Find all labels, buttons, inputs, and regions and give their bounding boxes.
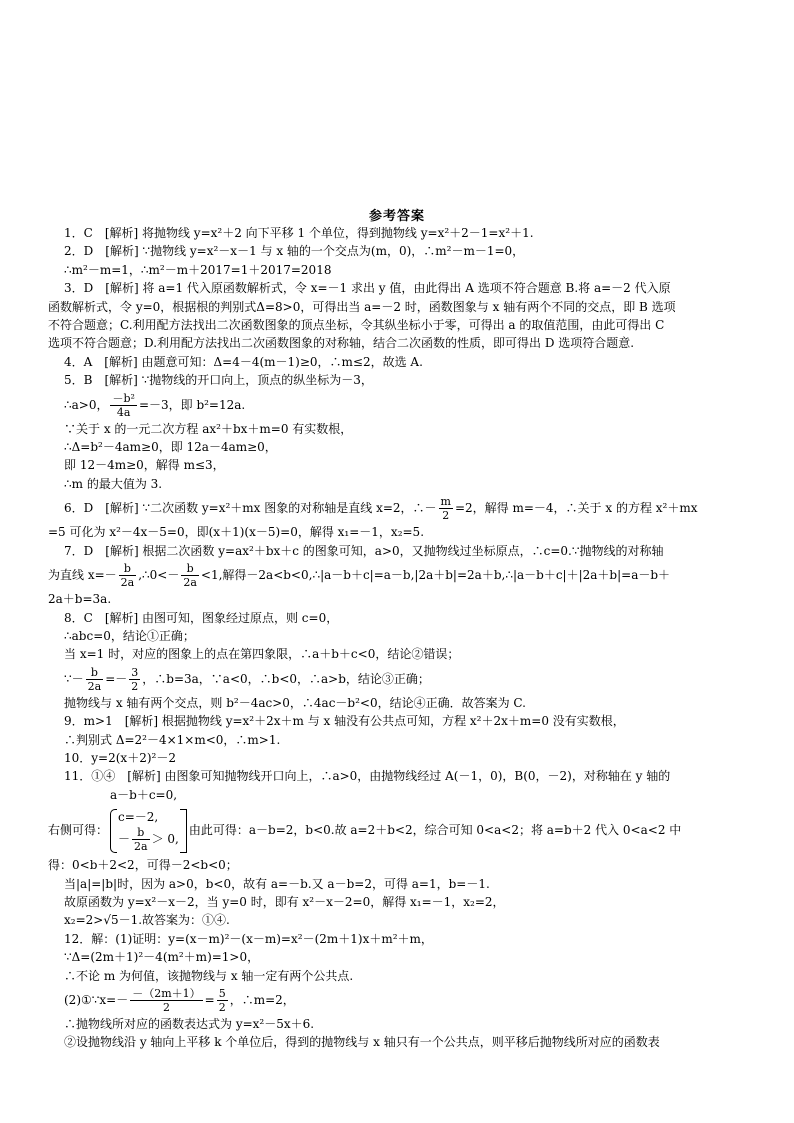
- page-title: 参考答案: [368, 209, 425, 224]
- text: ，∴b=3a，∵a<0，∴b<0，∴a>b，结论③正确；: [142, 671, 430, 686]
- numerator: m: [440, 495, 451, 509]
- text: 6．D [解析] ∵二次函数 y=x²＋mx 图象的对称轴是直线 x=2，∴－: [64, 501, 437, 516]
- fraction: [129, 666, 140, 693]
- answer-line: [48, 493, 786, 523]
- denominator: 2a: [134, 839, 148, 853]
- answer-line: 9．m>1 [解析] 根据抛物线 y=x²＋2x＋m 与 x 轴没有公共点可知，方程 x²＋2x＋m=0 没有实数根，: [64, 714, 625, 729]
- denominator: 4a: [116, 405, 131, 419]
- numerator: 5: [218, 987, 226, 1000]
- numerator: b: [86, 666, 104, 680]
- answer-line: 当 x=1 时，对应的图象上的点在第四象限，∴a＋b＋c<0，结论②错误；: [64, 647, 460, 662]
- answer-line: 4．A [解析] 由题意可知：Δ=4－4(m－1)≥0，∴m≤2，故选 A.: [64, 354, 423, 369]
- answer-line: 当|a|=|b|时，因为 a>0，b<0，故有 a=－b.又 a－b=2，可得 a=1，b=－1.: [64, 876, 490, 891]
- text: 为直线 x=－: [48, 568, 117, 583]
- denominator: 2: [131, 679, 139, 693]
- denominator: 2: [218, 1001, 226, 1014]
- answer-line: ②设抛物线沿 y 轴向上平移 k 个单位后，得到的抛物线与 x 轴只有一个公共点，则平移后抛物线所对应的函数表: [64, 1035, 660, 1050]
- answer-line: ∴abc=0，结论①正确；: [64, 628, 195, 643]
- fraction: [86, 666, 104, 693]
- answer-line: ∴不论 m 为何值，该抛物线与 x 轴一定有两个公共点.: [64, 968, 354, 983]
- answer-line: ∴m 的最大值为 3.: [64, 476, 163, 491]
- fraction: [119, 562, 137, 589]
- answer-line: [48, 390, 786, 420]
- fraction: [181, 562, 199, 589]
- answer-line: 1．C [解析] 将抛物线 y=x²＋2 向下平移 1 个单位，得到抛物线 y=x²＋2－1=x²＋1.: [64, 226, 534, 240]
- text: =: [204, 993, 215, 1007]
- text: ∵－: [64, 671, 84, 686]
- numerator: －（2m＋1）: [132, 987, 201, 1000]
- text: 右侧可得：: [48, 823, 109, 838]
- fraction: [217, 987, 228, 1014]
- answer-line: [48, 560, 786, 590]
- numerator: －b²: [112, 391, 135, 405]
- answer-line: a－b＋c=0,: [110, 787, 178, 802]
- answer-line: 7．D [解析] 根据二次函数 y=ax²＋bx＋c 的图象可知，a>0，又抛物线过坐标原点，∴c=0.∵抛物线的对称轴: [64, 543, 664, 558]
- fraction: [110, 392, 136, 419]
- text: ∴a>0，: [64, 397, 109, 412]
- answer-line: =5 可化为 x²－4x－5=0，即(x＋1)(x－5)=0，解得 x₁=－1，x₂=5.: [48, 525, 425, 540]
- fraction: [130, 987, 202, 1014]
- text: =－: [105, 671, 128, 686]
- answer-line: 选项不符合题意；D.利用配方法找出二次函数图象的对称轴，结合二次函数的性质，即可得出 D 选项符合题意.: [48, 336, 635, 351]
- text: ,∴0<－: [138, 568, 180, 583]
- answer-line: 2．D [解析] ∵抛物线 y=x²－x－1 与 x 轴的一个交点为(m，0)，∴m²－m－1=0，: [64, 244, 525, 259]
- answer-line: 5．B [解析] ∵抛物线的开口向上，顶点的纵坐标为－3，: [64, 373, 373, 388]
- denominator: 2: [442, 509, 450, 523]
- answer-line: 即 12－4m≥0，解得 m≤3，: [64, 458, 225, 473]
- answer-11-system-block: [48, 786, 786, 856]
- text: ，∴m=2，: [229, 993, 295, 1007]
- answer-line: [48, 804, 786, 856]
- text: <1,解得－2a<b<0,∴|a－b＋c|=a－b,|2a＋b|=2a＋b,∴|a－b＋c|＋|2a＋b|=a－b＋: [200, 568, 671, 583]
- system-row: [118, 826, 179, 853]
- numerator: b: [181, 562, 199, 576]
- system-row: c=－2,: [118, 809, 159, 824]
- answer-line: 不符合题意；C.利用配方法找出二次函数图象的顶点坐标，令其纵坐标小于零，可得出 a 的取值范围，由此可得出 C: [48, 318, 665, 333]
- denominator: 2a: [120, 576, 135, 590]
- numerator: b: [132, 826, 150, 840]
- answer-line: ∴判别式 Δ=2²－4×1×m<0，∴m>1.: [64, 732, 281, 747]
- text: (2)①∵x=－: [64, 993, 129, 1007]
- denominator: 2: [162, 1001, 170, 1014]
- text: －: [118, 831, 131, 846]
- answer-content: [48, 224, 786, 1052]
- answer-line: 3．D [解析] 将 a=1 代入原函数解析式，令 x=－1 求出 y 值，由此得出 A 选项不符合题意 B.将 a=－2 代入原: [64, 281, 671, 296]
- answer-line: x₂=2>√5－1.故答案为：①④.: [64, 913, 230, 928]
- text: 由此可得：a－b=2，b<0.故 a=2＋b<2，综合可知 0<a<2；将 a=b＋2 代入 0<a<2 中: [188, 823, 682, 838]
- answer-line: [48, 664, 786, 694]
- denominator: 2a: [87, 679, 102, 693]
- answer-line: ∴m²－m=1，∴m²－m＋2017=1＋2017=2018: [64, 262, 332, 277]
- answer-line: 12．解：(1)证明：y=(x－m)²－(x－m)=x²－(2m＋1)x＋m²＋m，: [64, 931, 433, 946]
- answer-line: 函数解析式，令 y=0，根据根的判别式Δ=8>0，可得出当 a=－2 时，函数图象与 x 轴有两个不同的交点，即 B 选项: [48, 299, 676, 314]
- text: ＞ 0,: [151, 831, 179, 846]
- fraction: [439, 495, 453, 522]
- answer-line: 抛物线与 x 轴有两个交点，则 b²－4ac>0，∴4ac－b²<0，结论④正确．故答案为 C.: [64, 695, 526, 710]
- numerator: b: [119, 562, 137, 576]
- answer-line: 10．y=2(x＋2)²－2: [64, 750, 176, 765]
- text: =2，解得 m=－4，∴关于 x 的方程 x²＋mx: [454, 501, 698, 516]
- answer-line: ∵Δ=(2m＋1)²－4(m²＋m)=1>0，: [64, 950, 260, 965]
- answer-line: ∴抛物线所对应的函数表达式为 y=x²－5x＋6.: [64, 1017, 315, 1031]
- numerator: 3: [131, 665, 139, 679]
- answer-line: 故原函数为 y=x²－x－2，当 y=0 时，即有 x²－x－2=0，解得 x₁=－1，x₂=2，: [64, 894, 505, 909]
- denominator: 2a: [183, 576, 197, 590]
- answer-line: ∵关于 x 的一元二次方程 ax²＋bx＋m=0 有实数根，: [64, 421, 353, 436]
- fraction: [132, 826, 150, 853]
- text: =－3，即 b²=12a.: [138, 397, 246, 412]
- equation-system: [110, 809, 179, 853]
- answer-line: 8．C [解析] 由图可知，图象经过原点，则 c=0，: [64, 610, 339, 625]
- answer-line: [48, 985, 786, 1015]
- answer-line: 得：0<b＋2<2，可得－2<b<0；: [48, 858, 238, 873]
- answer-line: 11．①④ [解析] 由图象可知抛物线开口向上，∴a>0，由抛物线经过 A(－1，0)，B(0，－2)，对称轴在 y 轴的: [64, 769, 671, 784]
- answer-line: ∴Δ=b²－4am≥0，即 12a－4am≥0，: [64, 440, 277, 455]
- answer-line: 2a＋b=3a.: [48, 592, 112, 607]
